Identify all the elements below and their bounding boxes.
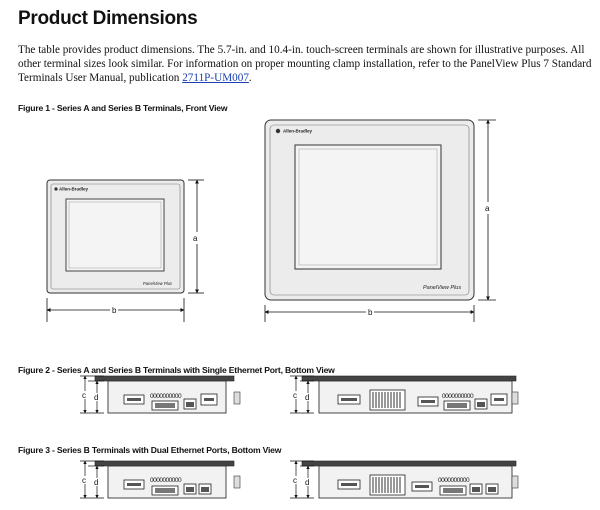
dim-label-d-fig2-large: d [305, 393, 310, 402]
dim-label-a-small: a [193, 234, 198, 243]
port-digits-label: 0000000000 [442, 393, 474, 400]
dim-label-c-fig3-large: c [293, 476, 297, 485]
figure-2-caption: Figure 2 - Series A and Series B Terminals with Single Ethernet Port, Bottom View [18, 365, 335, 375]
large-terminal-front [265, 120, 474, 300]
port-digits-label: 0000000000 [150, 477, 182, 484]
large-brand-label: Allen-Bradley [283, 128, 313, 134]
dim-label-c-fig3-small: c [82, 476, 86, 485]
dim-label-c-fig2-large: c [293, 391, 297, 400]
dim-label-d-fig3-large: d [305, 478, 310, 487]
dim-label-b-large: b [368, 308, 373, 317]
small-single-ethernet-bottom [95, 376, 240, 413]
port-digits-label: 0000000000 [150, 393, 182, 400]
figure-3-caption: Figure 3 - Series B Terminals with Dual Ethernet Ports, Bottom View [18, 445, 282, 455]
dim-label-a-large: a [485, 204, 490, 213]
dim-label-c-fig2-small: c [82, 391, 86, 400]
port-digits-label: 0000000000 [438, 477, 470, 484]
brand-logo-icon [276, 129, 280, 133]
page-title: Product Dimensions [18, 8, 198, 29]
small-model-label: PanelView Plus [143, 281, 173, 286]
dim-label-d-fig3-small: d [94, 478, 99, 487]
brand-logo-icon [54, 187, 57, 190]
intro-text: The table provides product dimensions. The 5.7-in. and 10.4-in. touch-screen terminals are shown for illustrative purposes. All other terminal sizes look similar. For information on proper mounting clamp installation, refer to the PanelView Plus 7 Standard Terminals User Manual, publication [18, 44, 592, 84]
figure-1-caption: Figure 1 - Series A and Series B Terminals, Front View [18, 103, 228, 113]
publication-link[interactable]: 2711P-UM007 [182, 72, 249, 84]
large-model-label: PanelView Plus [423, 285, 462, 291]
small-dual-ethernet-bottom [95, 461, 240, 498]
large-single-ethernet-bottom [302, 376, 518, 413]
dim-label-d-fig2-small: d [94, 393, 99, 402]
small-brand-label: Allen-Bradley [59, 186, 89, 192]
small-terminal-front [47, 180, 184, 293]
large-dual-ethernet-bottom [302, 461, 518, 498]
intro-tail: . [248, 72, 252, 84]
dim-label-b-small: b [112, 306, 117, 315]
